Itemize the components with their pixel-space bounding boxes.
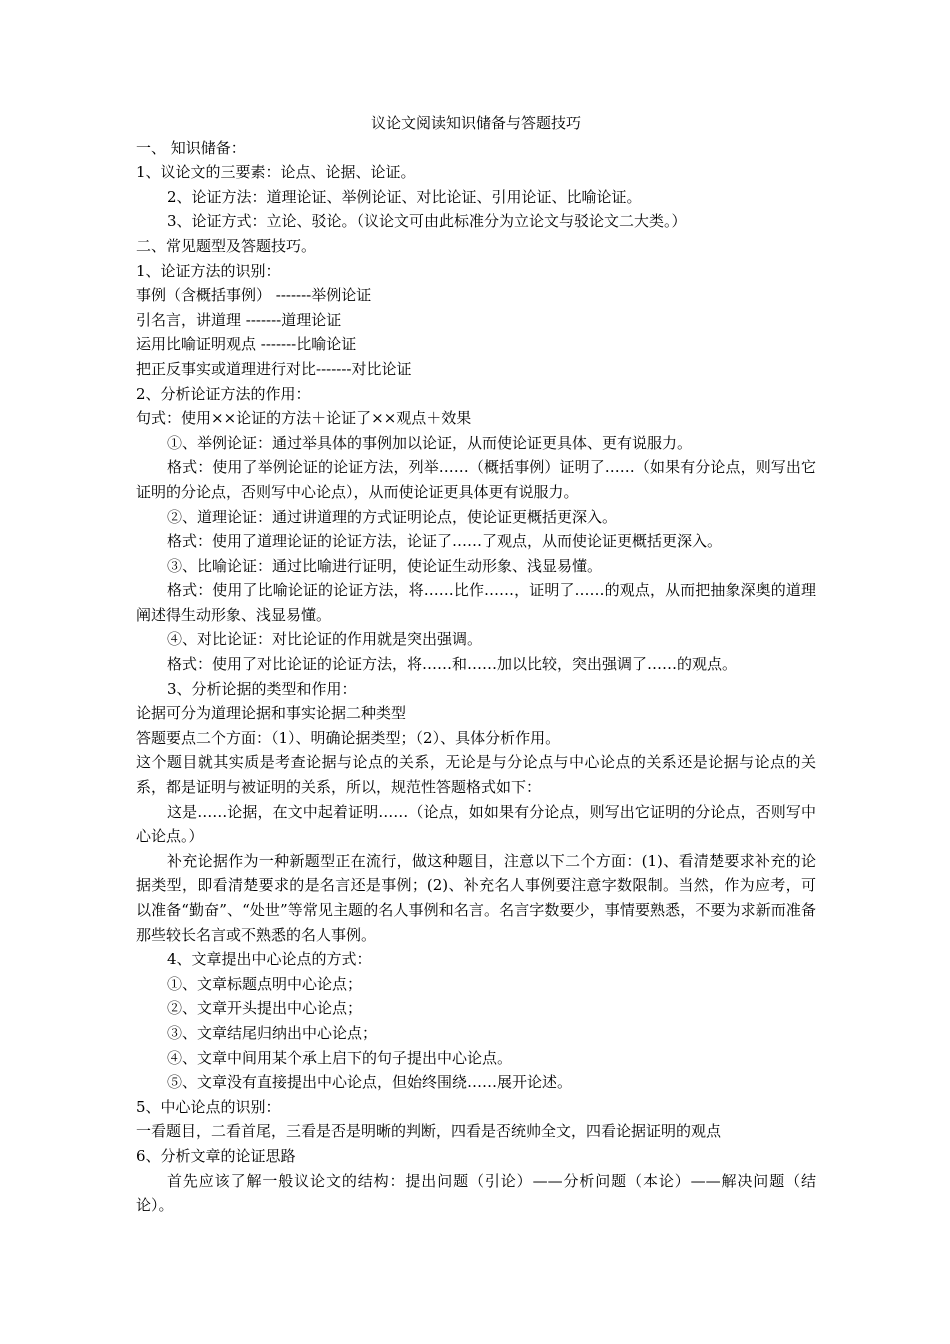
text-line: 格式：使用了道理论证的论证方法，论证了……了观点，从而使论证更概括更深入。: [167, 532, 723, 551]
paragraph: 补充论据作为一种新题型正在流行，做这种题目，注意以下二个方面：(1)、看清楚要求补充的论据类型，即看清楚要求的是名言还是事例；(2)、补充名人事例要注意字数限制。当然，作为应考，可以准备“勤奋”、“处世”等常见主题的名人事例和名言。名言字数要少，事情要熟悉，不要为求新而准备那些较长名言或不熟悉的名人事例。: [136, 851, 816, 944]
text-line: ①、举例论证：通过举具体的事例加以论证，从而使论证更具体、更有说服力。: [167, 433, 693, 452]
list-item: ④、文章中间用某个承上启下的句子提出中心论点。: [167, 1048, 513, 1067]
text-line: 1、议论文的三要素：论点、论据、论证。: [136, 163, 416, 182]
text-line: 一看题目，二看首尾，三看是否是明晰的判断，四看是否统帅全文，四看论据证明的观点: [136, 1122, 722, 1141]
paragraph: 格式：使用了举例论证的论证方法，列举……（概括事例）证明了……（如果有分论点，则写出它证明的分论点，否则写中心论点），从而使论证更具体更有说服力。: [136, 458, 816, 501]
text-line: 运用比喻证明观点 -------比喻论证: [136, 335, 357, 354]
list-item: ②、文章开头提出中心论点；: [167, 999, 363, 1018]
section-heading-techniques: 二、常见题型及答题技巧。: [136, 236, 317, 255]
subsection-heading: 1、论证方法的识别：: [136, 261, 281, 280]
list-item: ③、文章结尾归纳出中心论点；: [167, 1023, 378, 1042]
text-line: ②、道理论证：通过讲道理的方式证明论点，使论证更概括更深入。: [167, 507, 618, 526]
paragraph: 这是……论据，在文中起着证明……（论点，如如果有分论点，则写出它证明的分论点，否则写中心论点。）: [136, 802, 816, 846]
text-line: 2、论证方法：道理论证、举例论证、对比论证、引用论证、比喻论证。: [167, 187, 642, 206]
text-line: 答题要点二个方面：（1）、明确论据类型；（2）、具体分析作用。: [136, 728, 561, 747]
list-item: ①、文章标题点明中心论点；: [167, 974, 363, 993]
section-heading-knowledge: 一、 知识储备：: [136, 138, 246, 157]
subsection-heading: 3、分析论据的类型和作用：: [167, 679, 357, 698]
text-line: 引名言，讲道理 -------道理论证: [136, 310, 342, 329]
text-line: 3、论证方式：立论、驳论。（议论文可由此标准分为立论文与驳论文二大类。）: [167, 212, 687, 231]
subsection-heading: 6、分析文章的论证思路: [136, 1146, 296, 1165]
list-item: ⑤、文章没有直接提出中心论点，但始终围绕……展开论述。: [167, 1073, 573, 1092]
subsection-heading: 2、分析论证方法的作用：: [136, 384, 311, 403]
subsection-heading: 4、文章提出中心论点的方式：: [167, 950, 372, 969]
text-line: 事例（含概括事例） -------举例论证: [136, 286, 372, 305]
text-line: 句式：使用××论证的方法＋论证了××观点＋效果: [136, 409, 472, 428]
subsection-heading: 5、中心论点的识别：: [136, 1097, 281, 1116]
document-body: [136, 111, 816, 1218]
paragraph: 这个题目就其实质是考查论据与论点的关系，无论是与分论点与中心论点的关系还是论据与论点的关系，都是证明与被证明的关系，所以，规范性答题格式如下：: [136, 753, 816, 797]
text-line: 把正反事实或道理进行对比-------对比论证: [136, 359, 412, 378]
paragraph: 首先应该了解一般议论文的结构：提出问题（引论）——分析问题（本论）——解决问题（结论）。: [136, 1171, 816, 1215]
text-line: ④、对比论证：对比论证的作用就是突出强调。: [167, 630, 483, 649]
document-title: 议论文阅读知识储备与答题技巧: [370, 114, 581, 132]
text-line: 格式：使用了对比论证的论证方法，将……和……加以比较，突出强调了……的观点。: [167, 655, 738, 674]
text-line: ③、比喻论证：通过比喻进行证明，使论证生动形象、浅显易懂。: [167, 556, 603, 575]
paragraph: 格式：使用了比喻论证的论证方法，将……比作……，证明了……的观点，从而把抽象深奥的道理阐述得生动形象、浅显易懂。: [136, 581, 816, 624]
text-line: 论据可分为道理论据和事实论据二种类型: [136, 704, 407, 723]
